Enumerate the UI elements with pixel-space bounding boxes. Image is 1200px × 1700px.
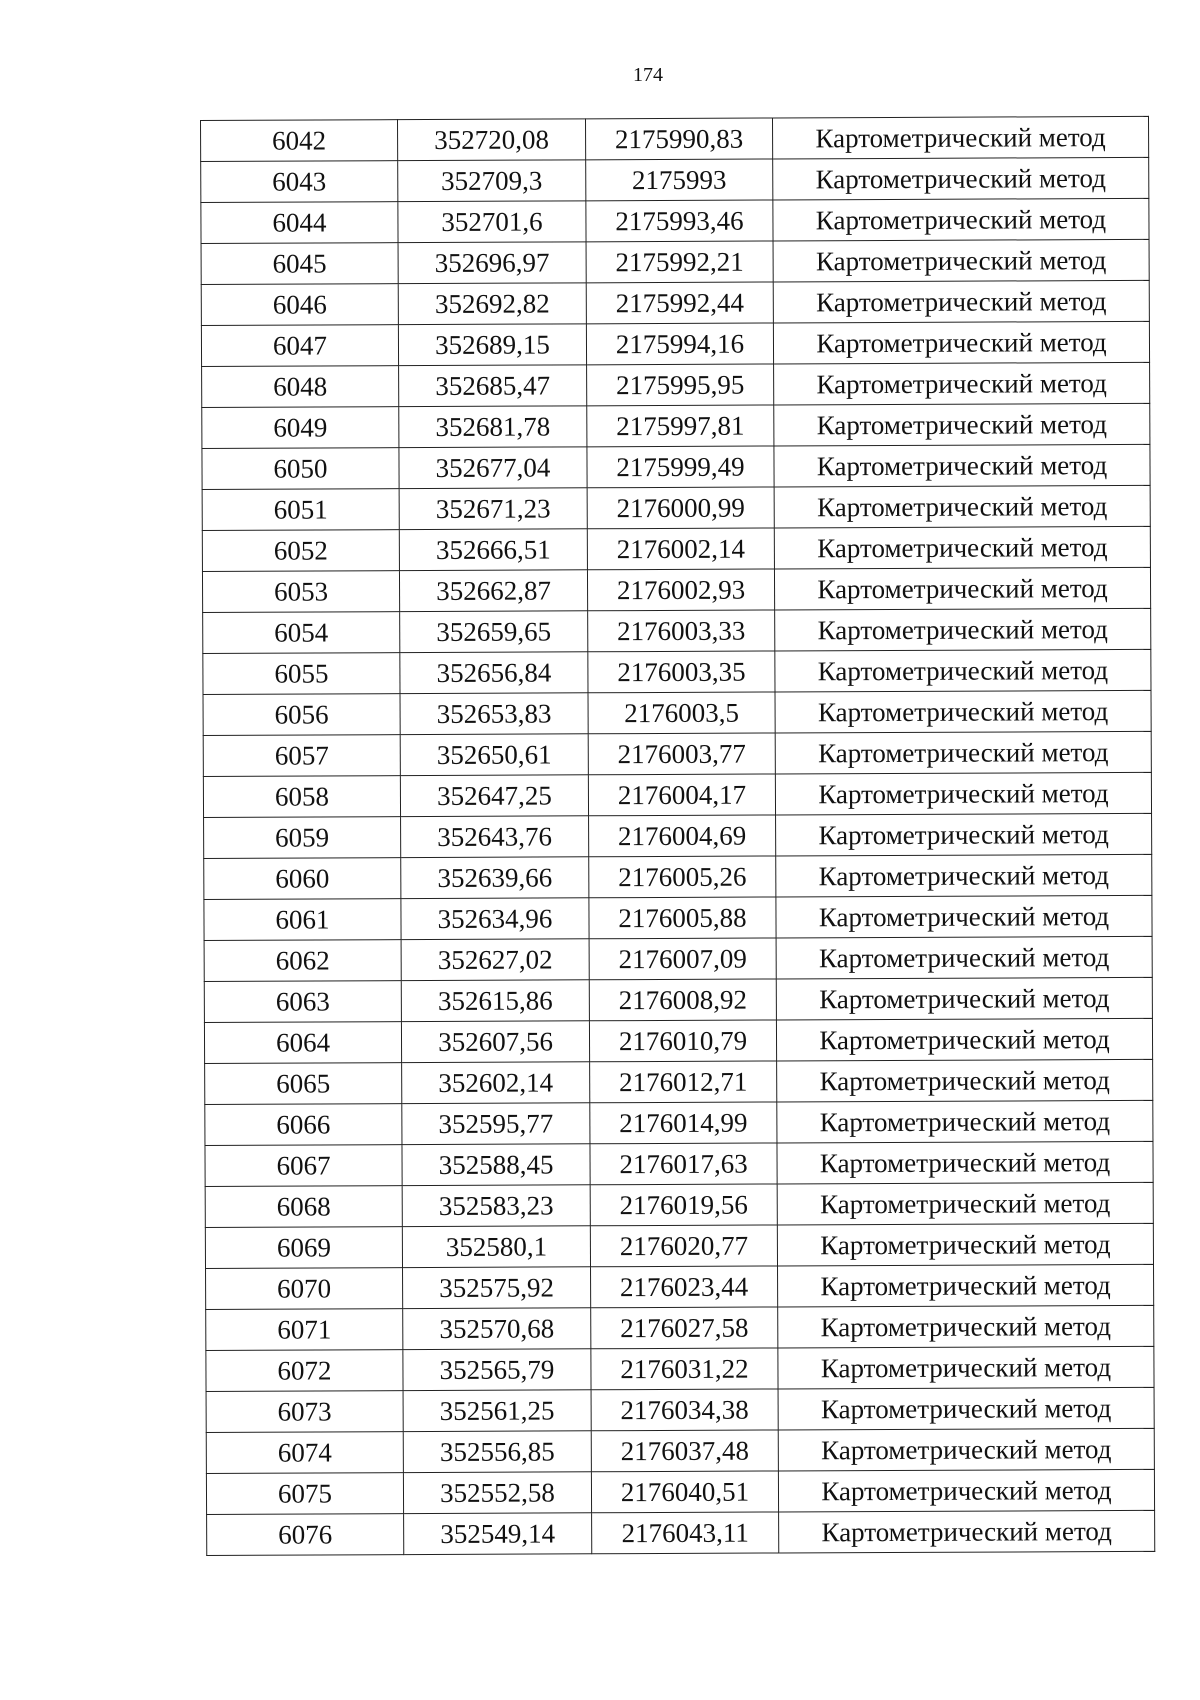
method-cell: Картометрический метод xyxy=(776,936,1152,979)
y-coordinate-cell: 2176002,14 xyxy=(587,528,774,570)
point-number-cell: 6073 xyxy=(206,1391,403,1433)
x-coordinate-cell: 352656,84 xyxy=(400,652,588,694)
method-cell: Картометрический метод xyxy=(777,1223,1153,1266)
y-coordinate-cell: 2176027,58 xyxy=(591,1307,778,1349)
point-number-cell: 6067 xyxy=(205,1145,402,1187)
x-coordinate-cell: 352575,92 xyxy=(403,1267,591,1309)
method-cell: Картометрический метод xyxy=(775,690,1151,733)
table-row xyxy=(203,649,1151,694)
method-cell: Картометрический метод xyxy=(774,444,1150,487)
x-coordinate-cell: 352595,77 xyxy=(402,1103,590,1145)
x-coordinate-cell: 352565,79 xyxy=(403,1349,591,1391)
table-row xyxy=(205,1141,1153,1186)
table-row xyxy=(202,485,1150,530)
x-coordinate-cell: 352696,97 xyxy=(398,242,586,284)
method-cell: Картометрический метод xyxy=(777,1100,1153,1143)
method-cell: Картометрический метод xyxy=(773,198,1149,241)
method-cell: Картометрический метод xyxy=(776,895,1152,938)
y-coordinate-cell: 2176005,26 xyxy=(589,856,776,898)
method-cell: Картометрический метод xyxy=(779,1510,1155,1553)
y-coordinate-cell: 2176040,51 xyxy=(591,1471,778,1513)
point-number-cell: 6043 xyxy=(201,161,398,203)
method-cell: Картометрический метод xyxy=(776,813,1152,856)
point-number-cell: 6070 xyxy=(206,1268,403,1310)
method-cell: Картометрический метод xyxy=(773,157,1149,200)
y-coordinate-cell: 2175994,16 xyxy=(586,323,773,365)
method-cell: Картометрический метод xyxy=(773,280,1149,323)
table-row xyxy=(206,1264,1154,1309)
x-coordinate-cell: 352552,58 xyxy=(403,1472,591,1514)
x-coordinate-cell: 352588,45 xyxy=(402,1144,590,1186)
point-number-cell: 6059 xyxy=(204,817,401,859)
table-row xyxy=(202,403,1150,448)
y-coordinate-cell: 2176008,92 xyxy=(589,979,776,1021)
point-number-cell: 6044 xyxy=(201,202,398,244)
y-coordinate-cell: 2176014,99 xyxy=(590,1102,777,1144)
table-row xyxy=(203,772,1151,817)
y-coordinate-cell: 2176037,48 xyxy=(591,1430,778,1472)
y-coordinate-cell: 2175990,83 xyxy=(585,118,772,160)
y-coordinate-cell: 2175992,21 xyxy=(586,241,773,283)
x-coordinate-cell: 352720,08 xyxy=(398,119,586,161)
table-row xyxy=(204,854,1152,899)
method-cell: Картометрический метод xyxy=(775,608,1151,651)
method-cell: Картометрический метод xyxy=(775,731,1151,774)
point-number-cell: 6055 xyxy=(203,653,400,695)
x-coordinate-cell: 352639,66 xyxy=(401,857,589,899)
point-number-cell: 6066 xyxy=(205,1104,402,1146)
point-number-cell: 6072 xyxy=(206,1350,403,1392)
x-coordinate-cell: 352602,14 xyxy=(402,1062,590,1104)
table-row xyxy=(204,977,1152,1022)
table-row xyxy=(201,198,1149,243)
point-number-cell: 6076 xyxy=(207,1514,404,1556)
method-cell: Картометрический метод xyxy=(778,1428,1154,1471)
y-coordinate-cell: 2176002,93 xyxy=(587,569,774,611)
x-coordinate-cell: 352561,25 xyxy=(403,1390,591,1432)
y-coordinate-cell: 2176004,17 xyxy=(588,774,775,816)
point-number-cell: 6050 xyxy=(202,448,399,490)
y-coordinate-cell: 2176017,63 xyxy=(590,1143,777,1185)
method-cell: Картометрический метод xyxy=(778,1305,1154,1348)
x-coordinate-cell: 352650,61 xyxy=(400,734,588,776)
x-coordinate-cell: 352677,04 xyxy=(399,447,587,489)
table-row xyxy=(203,690,1151,735)
point-number-cell: 6051 xyxy=(202,489,399,531)
y-coordinate-cell: 2176020,77 xyxy=(590,1225,777,1267)
x-coordinate-cell: 352615,86 xyxy=(401,980,589,1022)
table-row xyxy=(206,1387,1154,1432)
table-row xyxy=(206,1469,1154,1514)
page-number: 174 xyxy=(633,64,663,86)
x-coordinate-cell: 352570,68 xyxy=(403,1308,591,1350)
point-number-cell: 6048 xyxy=(202,366,399,408)
y-coordinate-cell: 2176010,79 xyxy=(589,1020,776,1062)
method-cell: Картометрический метод xyxy=(778,1387,1154,1430)
point-number-cell: 6045 xyxy=(201,243,398,285)
y-coordinate-cell: 2175997,81 xyxy=(587,405,774,447)
x-coordinate-cell: 352627,02 xyxy=(401,939,589,981)
table-row xyxy=(201,157,1149,202)
table-row xyxy=(202,567,1150,612)
point-number-cell: 6068 xyxy=(205,1186,402,1228)
point-number-cell: 6064 xyxy=(204,1022,401,1064)
y-coordinate-cell: 2175999,49 xyxy=(587,446,774,488)
method-cell: Картометрический метод xyxy=(774,362,1150,405)
x-coordinate-cell: 352689,15 xyxy=(398,324,586,366)
method-cell: Картометрический метод xyxy=(774,567,1150,610)
table-row xyxy=(202,362,1150,407)
y-coordinate-cell: 2176043,11 xyxy=(592,1512,779,1554)
table-row xyxy=(202,444,1150,489)
x-coordinate-cell: 352671,23 xyxy=(399,488,587,530)
point-number-cell: 6053 xyxy=(202,571,399,613)
point-number-cell: 6042 xyxy=(201,120,398,162)
y-coordinate-cell: 2176023,44 xyxy=(591,1266,778,1308)
method-cell: Картометрический метод xyxy=(772,116,1148,159)
table-row xyxy=(203,608,1151,653)
y-coordinate-cell: 2176000,99 xyxy=(587,487,774,529)
method-cell: Картометрический метод xyxy=(774,403,1150,446)
x-coordinate-cell: 352556,85 xyxy=(403,1431,591,1473)
point-number-cell: 6054 xyxy=(203,612,400,654)
y-coordinate-cell: 2176007,09 xyxy=(589,938,776,980)
method-cell: Картометрический метод xyxy=(777,1182,1153,1225)
x-coordinate-cell: 352647,25 xyxy=(400,775,588,817)
y-coordinate-cell: 2176003,35 xyxy=(588,651,775,693)
table-row xyxy=(206,1428,1154,1473)
point-number-cell: 6061 xyxy=(204,899,401,941)
table-row xyxy=(205,1059,1153,1104)
point-number-cell: 6071 xyxy=(206,1309,403,1351)
point-number-cell: 6060 xyxy=(204,858,401,900)
x-coordinate-cell: 352692,82 xyxy=(398,283,586,325)
y-coordinate-cell: 2175995,95 xyxy=(587,364,774,406)
table-row xyxy=(201,239,1149,284)
point-number-cell: 6069 xyxy=(205,1227,402,1269)
method-cell: Картометрический метод xyxy=(777,1141,1153,1184)
table-row xyxy=(204,813,1152,858)
table-row xyxy=(201,321,1149,366)
table-row xyxy=(202,526,1150,571)
x-coordinate-cell: 352701,6 xyxy=(398,201,586,243)
coordinates-table-body xyxy=(201,116,1155,1555)
point-number-cell: 6063 xyxy=(204,981,401,1023)
x-coordinate-cell: 352583,23 xyxy=(402,1185,590,1227)
y-coordinate-cell: 2176019,56 xyxy=(590,1184,777,1226)
method-cell: Картометрический метод xyxy=(773,239,1149,282)
table-row xyxy=(205,1223,1153,1268)
method-cell: Картометрический метод xyxy=(776,977,1152,1020)
method-cell: Картометрический метод xyxy=(778,1469,1154,1512)
y-coordinate-cell: 2176005,88 xyxy=(589,897,776,939)
y-coordinate-cell: 2176003,77 xyxy=(588,733,775,775)
point-number-cell: 6074 xyxy=(206,1432,403,1474)
coordinates-table xyxy=(200,116,1155,1556)
x-coordinate-cell: 352607,56 xyxy=(401,1021,589,1063)
method-cell: Картометрический метод xyxy=(777,1059,1153,1102)
method-cell: Картометрический метод xyxy=(778,1264,1154,1307)
point-number-cell: 6057 xyxy=(203,735,400,777)
table-row xyxy=(205,1182,1153,1227)
x-coordinate-cell: 352685,47 xyxy=(399,365,587,407)
y-coordinate-cell: 2176004,69 xyxy=(589,815,776,857)
point-number-cell: 6058 xyxy=(203,776,400,818)
method-cell: Картометрический метод xyxy=(776,1018,1152,1061)
table-row xyxy=(206,1346,1154,1391)
method-cell: Картометрический метод xyxy=(775,649,1151,692)
point-number-cell: 6049 xyxy=(202,407,399,449)
y-coordinate-cell: 2176031,22 xyxy=(591,1348,778,1390)
table-row xyxy=(206,1305,1154,1350)
method-cell: Картометрический метод xyxy=(775,772,1151,815)
y-coordinate-cell: 2176003,33 xyxy=(588,610,775,652)
x-coordinate-cell: 352659,65 xyxy=(400,611,588,653)
table-row xyxy=(207,1510,1155,1555)
y-coordinate-cell: 2176012,71 xyxy=(590,1061,777,1103)
x-coordinate-cell: 352643,76 xyxy=(401,816,589,858)
point-number-cell: 6065 xyxy=(205,1063,402,1105)
table-row xyxy=(201,280,1149,325)
point-number-cell: 6075 xyxy=(206,1473,403,1515)
y-coordinate-cell: 2176003,5 xyxy=(588,692,775,734)
table-row xyxy=(204,936,1152,981)
table-row xyxy=(204,1018,1152,1063)
x-coordinate-cell: 352634,96 xyxy=(401,898,589,940)
y-coordinate-cell: 2175992,44 xyxy=(586,282,773,324)
y-coordinate-cell: 2175993 xyxy=(586,159,773,201)
x-coordinate-cell: 352653,83 xyxy=(400,693,588,735)
x-coordinate-cell: 352662,87 xyxy=(399,570,587,612)
point-number-cell: 6046 xyxy=(201,284,398,326)
method-cell: Картометрический метод xyxy=(774,526,1150,569)
method-cell: Картометрический метод xyxy=(774,485,1150,528)
x-coordinate-cell: 352709,3 xyxy=(398,160,586,202)
y-coordinate-cell: 2175993,46 xyxy=(586,200,773,242)
method-cell: Картометрический метод xyxy=(778,1346,1154,1389)
x-coordinate-cell: 352666,51 xyxy=(399,529,587,571)
table-row xyxy=(205,1100,1153,1145)
x-coordinate-cell: 352549,14 xyxy=(404,1513,592,1555)
point-number-cell: 6052 xyxy=(202,530,399,572)
y-coordinate-cell: 2176034,38 xyxy=(591,1389,778,1431)
method-cell: Картометрический метод xyxy=(776,854,1152,897)
point-number-cell: 6047 xyxy=(201,325,398,367)
x-coordinate-cell: 352681,78 xyxy=(399,406,587,448)
table-row xyxy=(201,116,1149,161)
point-number-cell: 6056 xyxy=(203,694,400,736)
x-coordinate-cell: 352580,1 xyxy=(402,1226,590,1268)
table-row xyxy=(204,895,1152,940)
table-row xyxy=(203,731,1151,776)
point-number-cell: 6062 xyxy=(204,940,401,982)
method-cell: Картометрический метод xyxy=(773,321,1149,364)
